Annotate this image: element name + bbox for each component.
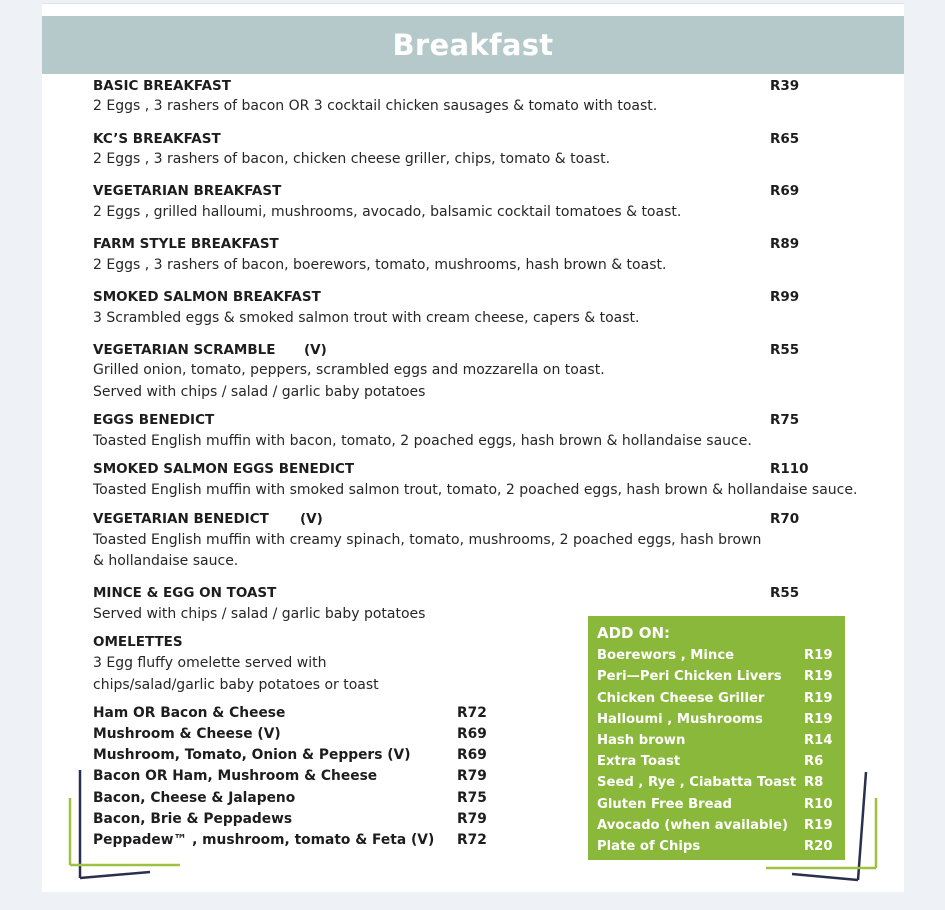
menu-item-desc: 2 Eggs , grilled halloumi, mushrooms, avocado, balsamic cocktail tomatoes & toast. bbox=[93, 204, 682, 220]
menu-item-desc: Toasted English muffin with bacon, tomato, 2 poached eggs, hash brown & hollandaise sauce. bbox=[93, 433, 752, 449]
menu-item-name: VEGETARIAN BREAKFAST bbox=[93, 183, 282, 199]
menu-item-name: BASIC BREAKFAST bbox=[93, 78, 231, 94]
right-bracket-decoration bbox=[766, 772, 876, 880]
omelette-option-price: R75 bbox=[457, 790, 487, 806]
menu-item-price: R69 bbox=[770, 183, 800, 199]
omelette-option-name: Bacon OR Ham, Mushroom & Cheese bbox=[93, 768, 378, 784]
add-on-price: R20 bbox=[804, 839, 833, 854]
add-on-name: Boerewors , Mince bbox=[597, 648, 735, 663]
omelette-option-name: Peppadew™ , mushroom, tomato & Feta (V) bbox=[93, 832, 435, 848]
menu-item-price: R70 bbox=[770, 511, 800, 527]
add-on-name: Avocado (when available) bbox=[597, 818, 788, 833]
omelette-option-price: R72 bbox=[457, 705, 487, 721]
add-on-price: R19 bbox=[804, 818, 833, 833]
menu-item-name: MINCE & EGG ON TOAST bbox=[93, 585, 277, 601]
menu-item-desc: 2 Eggs , 3 rashers of bacon, chicken cheese griller, chips, tomato & toast. bbox=[93, 151, 611, 167]
menu-item-price: R89 bbox=[770, 236, 800, 252]
menu-item-desc: & hollandaise sauce. bbox=[93, 553, 239, 569]
menu-item-desc: 2 Eggs , 3 rashers of bacon, boerewors, tomato, mushrooms, hash brown & toast. bbox=[93, 257, 667, 273]
menu-item-price: R65 bbox=[770, 131, 800, 147]
add-on-price: R14 bbox=[804, 733, 833, 748]
omelette-option-price: R79 bbox=[457, 768, 487, 784]
menu-item-price: R110 bbox=[770, 461, 809, 477]
menu-item-price: R99 bbox=[770, 289, 800, 305]
menu-item-desc: Toasted English muffin with creamy spinach, tomato, mushrooms, 2 poached eggs, hash brown bbox=[93, 532, 762, 548]
omelettes-desc: chips/salad/garlic baby potatoes or toast bbox=[93, 677, 379, 693]
menu-item-name: EGGS BENEDICT bbox=[93, 412, 215, 428]
add-on-name: Plate of Chips bbox=[597, 839, 701, 854]
menu-item-desc: Toasted English muffin with smoked salmon trout, tomato, 2 poached eggs, hash brown & hollandaise sauce. bbox=[93, 482, 858, 498]
omelette-option-name: Ham OR Bacon & Cheese bbox=[93, 705, 286, 721]
omelettes-heading: OMELETTES bbox=[93, 634, 183, 650]
add-on-price: R19 bbox=[804, 712, 833, 727]
omelettes-desc: 3 Egg fluffy omelette served with bbox=[93, 655, 327, 671]
add-on-price: R19 bbox=[804, 691, 833, 706]
menu-item-name: KC’S BREAKFAST bbox=[93, 131, 221, 147]
menu-item-desc: 3 Scrambled eggs & smoked salmon trout with cream cheese, capers & toast. bbox=[93, 310, 640, 326]
menu-item-name: SMOKED SALMON BREAKFAST bbox=[93, 289, 321, 305]
add-on-name: Hash brown bbox=[597, 733, 686, 748]
menu-item-name: VEGETARIAN SCRAMBLE bbox=[93, 342, 276, 358]
add-on-title: ADD ON: bbox=[597, 624, 671, 642]
menu-item-name: SMOKED SALMON EGGS BENEDICT bbox=[93, 461, 355, 477]
omelette-option-price: R72 bbox=[457, 832, 487, 848]
menu-item-price: R55 bbox=[770, 342, 800, 358]
add-on-name: Gluten Free Bread bbox=[597, 797, 732, 812]
omelette-option-price: R79 bbox=[457, 811, 487, 827]
add-on-name: Halloumi , Mushrooms bbox=[597, 712, 763, 727]
menu-item-price: R55 bbox=[770, 585, 800, 601]
add-on-price: R8 bbox=[804, 775, 824, 790]
omelette-option-name: Bacon, Cheese & Jalapeno bbox=[93, 790, 296, 806]
menu-item-name: FARM STYLE BREAKFAST bbox=[93, 236, 279, 252]
add-on-price: R10 bbox=[804, 797, 833, 812]
left-bracket-decoration bbox=[70, 770, 180, 878]
add-on-price: R19 bbox=[804, 648, 833, 663]
add-on-name: Seed , Rye , Ciabatta Toast bbox=[597, 775, 797, 790]
omelette-option-price: R69 bbox=[457, 726, 487, 742]
omelette-option-name: Mushroom, Tomato, Onion & Peppers (V) bbox=[93, 747, 411, 763]
omelette-option-name: Bacon, Brie & Peppadews bbox=[93, 811, 293, 827]
omelette-option-price: R69 bbox=[457, 747, 487, 763]
add-on-price: R19 bbox=[804, 669, 833, 684]
vegetarian-tag: (V) bbox=[304, 342, 327, 358]
menu-item-price: R75 bbox=[770, 412, 800, 428]
menu-item-desc: Served with chips / salad / garlic baby potatoes bbox=[93, 606, 426, 622]
menu-item-name: VEGETARIAN BENEDICT bbox=[93, 511, 269, 527]
menu-item-desc: Served with chips / salad / garlic baby potatoes bbox=[93, 384, 426, 400]
add-on-price: R6 bbox=[804, 754, 824, 769]
menu-item-price: R39 bbox=[770, 78, 800, 94]
page-title: Breakfast bbox=[392, 28, 554, 62]
add-on-name: Extra Toast bbox=[597, 754, 681, 769]
menu-item-desc: Grilled onion, tomato, peppers, scrambled eggs and mozzarella on toast. bbox=[93, 362, 605, 378]
add-on-name: Chicken Cheese Griller bbox=[597, 691, 765, 706]
menu-item-desc: 2 Eggs , 3 rashers of bacon OR 3 cocktail chicken sausages & tomato with toast. bbox=[93, 98, 658, 114]
omelette-option-name: Mushroom & Cheese (V) bbox=[93, 726, 281, 742]
add-on-name: Peri—Peri Chicken Livers bbox=[597, 669, 782, 684]
vegetarian-tag: (V) bbox=[300, 511, 323, 527]
